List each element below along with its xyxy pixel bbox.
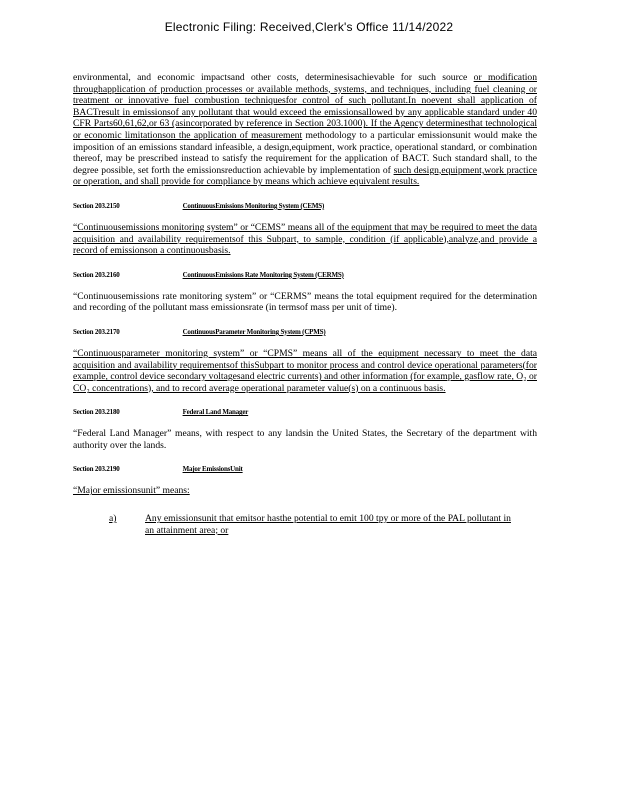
section-title: ContinuousEmissions Rate Monitoring System (CERMS): [182, 270, 344, 279]
intro-text-plain-2: methodology to a particular emissionsunit would make the imposition of an emissions standard infeasible, a design,equipment, work practice, operational standard, or combination thereof, may be prescribed instead to satisfy the requirement for the application of BACT. Such standard shall, to the degree possible, set forth the emissionsreduction achievable by implementation of: [73, 129, 537, 176]
section-body: “Continuousemissions monitoring system” or “CEMS” means all of the equipment that may be required to meet the data acquisition and availability requirementsof this Subpart, to sample, condition (if applicable),analyze,and provide a record of emissionson a continuousbasis.: [73, 221, 537, 257]
intro-text-plain: environmental, and economic impactsand other costs, determinesisachievable for such source: [73, 72, 468, 83]
section-heading: [73, 408, 537, 416]
section-title: Major EmissionsUnit: [182, 465, 243, 474]
section-number: Section 203.2190: [73, 465, 120, 474]
intro-paragraph: [73, 72, 537, 188]
section-number: Section 203.2180: [73, 408, 120, 417]
section-body: “Major emissionsunit” means:: [73, 485, 190, 497]
section-number: Section 203.2160: [73, 270, 120, 279]
intro-text-underlined: or modification throughapplication of production processes or available methods, systems, and techniques, including fuel cleaning or treatment or innovative fuel combustion techniquesfor control of such pollutant.In noevent shall application of BACTresult in emissionsof any pollutant that would exceed the emissionsallowed by any applicable standard under 40 CFR Parts60,61,62,or 63 (asincorporated by reference in Section 203.1000). If the Agency determinesthat technological or economic limitationson the application of measurement: [73, 72, 537, 141]
section-heading: [73, 465, 537, 473]
section-heading: [73, 271, 537, 279]
section-body: “Continuousemissions rate monitoring system” or “CERMS” means the total equipment required for the determination and recording of the pollutant mass emissionsrate (in termsof mass per unit of time).: [73, 290, 537, 314]
section-title: ContinuousParameter Monitoring System (CPMS): [182, 327, 326, 336]
section-heading: [73, 202, 537, 210]
list-item-label: a): [109, 513, 117, 525]
section-body: “Continuousparameter monitoring system” or “CPMS” means all of the equipment necessary to meet the data acquisition and availability requirementsof thisSubpart to monitor process and control device operational parameters(for example, control device secondary voltagesand electric currents) and other information (for example, gasflow rate, O₂ or CO₂ concentrations), and to record average operational parameter value(s) on a continuous basis.: [73, 347, 537, 394]
section-title: Federal Land Manager: [182, 408, 249, 417]
section-title: ContinuousEmissions Monitoring System (CEMS): [182, 201, 325, 210]
intro-text-underlined-2: such design,equipment,work practice or operation, and shall provide for compliance by means which achieve equivalent results.: [73, 164, 538, 188]
document-body: [73, 72, 537, 536]
list-item-text: Any emissionsunit that emitsor hasthe potential to emit 100 tpy or more of the PAL pollutant in an attainment area; or: [145, 513, 511, 536]
list-item: [73, 513, 537, 536]
section-heading: [73, 328, 537, 336]
section-body: “Federal Land Manager” means, with respect to any landsin the United States, the Secretary of the department with authority over the lands.: [73, 428, 537, 451]
section-number: Section 203.2150: [73, 201, 120, 210]
filing-header: Electronic Filing: Received,Clerk's Office 11/14/2022: [164, 20, 454, 34]
section-number: Section 203.2170: [73, 327, 120, 336]
